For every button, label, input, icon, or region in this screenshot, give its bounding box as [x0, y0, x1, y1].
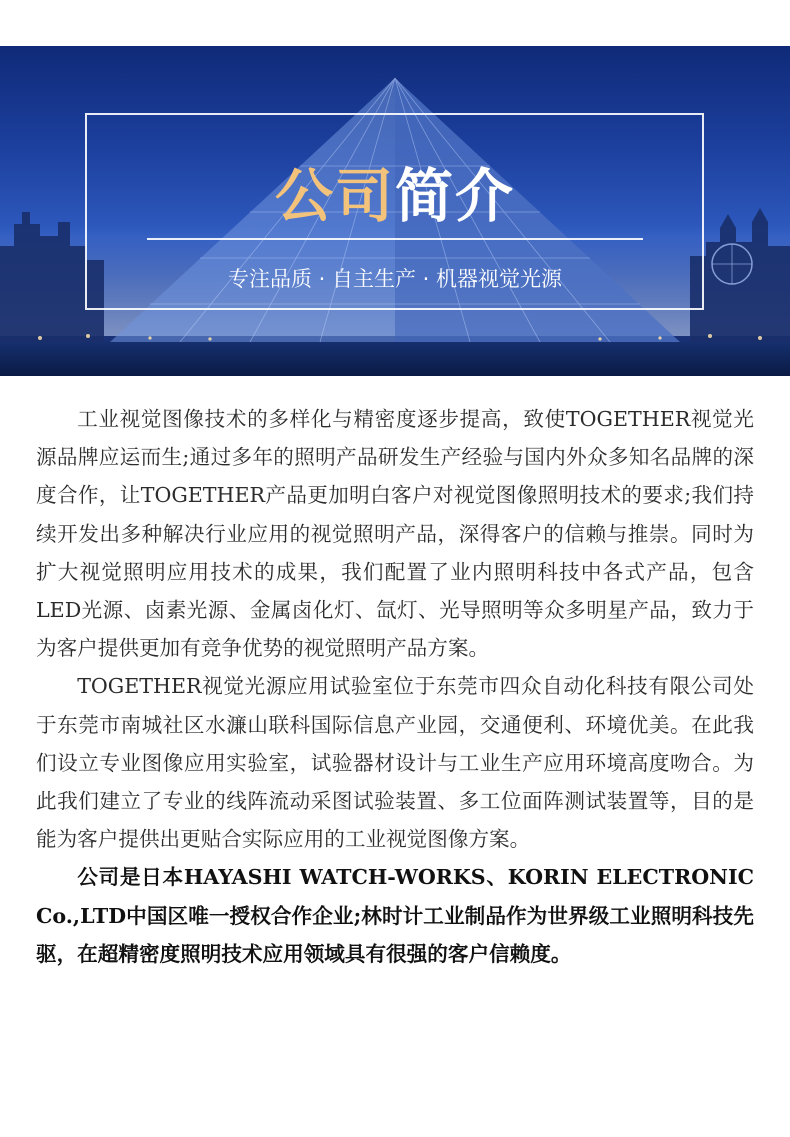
partner-paragraph: 公司是日本HAYASHI WATCH-WORKS、KORIN ELECTRONIC Co.,LTD中国区唯一授权合作企业;林时计工业制品作为世界级工业照明科技先驱，在超精密度照明技术应用领域具有很强的客户信赖度。 [36, 865, 754, 966]
title-divider [147, 238, 643, 240]
page-title-rest: 简介 [395, 162, 516, 230]
company-intro-body [36, 400, 754, 973]
lab-paragraph: TOGETHER视觉光源应用试验室位于东莞市四众自动化科技有限公司处于东莞市南城社区水濂山联科国际信息产业园，交通便利、环境优美。在此我们设立专业图像应用实验室，试验器材设计与工业生产应用环境高度吻合。为此我们建立了专业的线阵流动采图试验装置、多工位面阵测试装置等，目的是能为客户提供出更贴合实际应用的工业视觉图像方案。 [36, 674, 754, 852]
intro-paragraph: 工业视觉图像技术的多样化与精密度逐步提高，致使TOGETHER视觉光源品牌应运而生;通过多年的照明产品研发生产经验与国内外众多知名品牌的深度合作，让TOGETHER产品更加明白客户对视觉图像照明技术的要求;我们持续开发出多种解决行业应用的视觉照明产品，深得客户的信赖与推崇。同时为扩大视觉照明应用技术的成果，我们配置了业内照明科技中各式产品，包含LED光源、卤素光源、金属卤化灯、氙灯、光导照明等众多明星产品，致力于为客户提供更加有竞争优势的视觉照明产品方案。 [36, 407, 754, 661]
page-title [0, 163, 790, 229]
page-subtitle: 专注品质 · 自主生产 · 机器视觉光源 [227, 267, 563, 291]
page-title-accent: 公司 [274, 162, 395, 230]
header-banner [0, 46, 790, 376]
